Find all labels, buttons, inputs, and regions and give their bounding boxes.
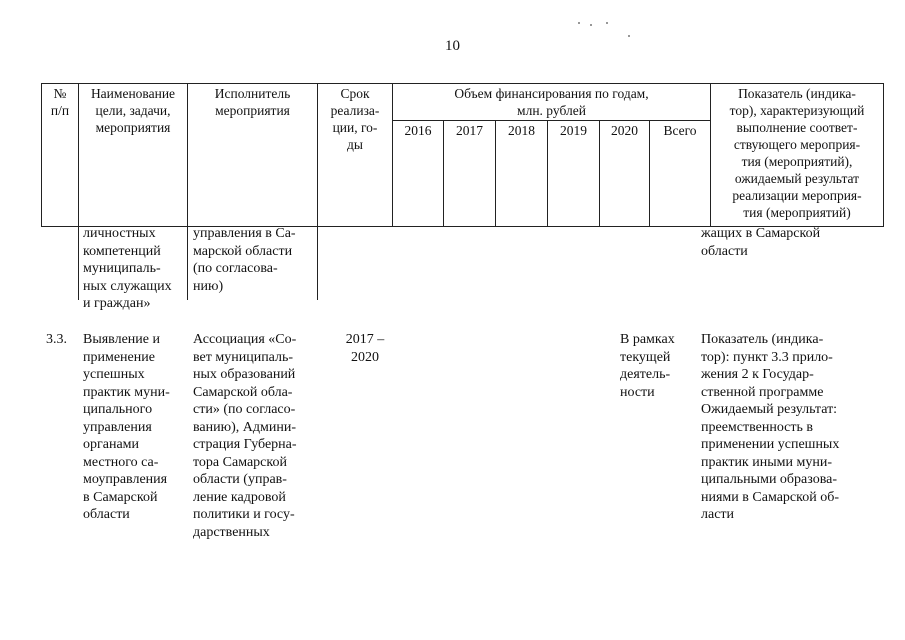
col-year-2020: 2020: [600, 121, 650, 227]
column-divider: [187, 224, 188, 300]
continued-indicator-cell: жащих в Самарской области: [701, 226, 821, 259]
col-term-header: Срок реализа- ции, го- ды: [318, 84, 393, 227]
row-name-cell: Выявление и применение успешных практик муни- ципального управления органами местного са- моуправления в Самарской области: [83, 332, 170, 522]
scan-artifact: [628, 35, 630, 37]
scan-artifact: [606, 22, 608, 24]
col-year-2019: 2019: [548, 121, 600, 227]
row-term-cell: 2017 – 2020: [345, 332, 385, 365]
col-total: Всего: [650, 121, 711, 227]
row-executor-cell: Ассоциация «Со- вет муниципаль- ных образований Самарской обла- сти» (по согласо- ванию), Админи- страция Губерна- тора Самарской области (управ- ление кадровой политики и госу- дарственных: [193, 332, 297, 540]
column-divider: [317, 224, 318, 300]
scan-artifact: [590, 24, 592, 26]
scan-artifact: [578, 22, 580, 24]
page-number: 10: [445, 38, 460, 54]
col-year-2017: 2017: [444, 121, 496, 227]
row-number: 3.3.: [46, 332, 67, 347]
col-name-header: Наименование цели, задачи, мероприятия: [79, 84, 188, 227]
row-indicator-cell: Показатель (индика- тор): пункт 3.3 прило- жения 2 к Государ- ственной программе Ожидаемый результат: преемственность в применении успешных практик иными муни- ципальными образова- ниями в Самарской об- ласти: [701, 332, 840, 522]
col-funding-header: Объем финансирования по годам, млн. рублей: [393, 84, 711, 121]
column-divider: [78, 224, 79, 300]
col-year-2016: 2016: [393, 121, 444, 227]
col-indicator-header: Показатель (индика- тор), характеризующий выполнение соответ- ствующего мероприя- тия (мероприятий), ожидаемый результат реализации мероприя- тия (мероприятий): [711, 84, 884, 227]
row-total-cell: В рамках текущей деятель- ности: [620, 332, 675, 400]
continued-name-cell: личностных компетенций муниципаль- ных служащих и граждан»: [83, 226, 172, 311]
continued-executor-cell: управления в Са- марской области (по согласова- нию): [193, 226, 296, 294]
col-executor-header: Исполнитель мероприятия: [188, 84, 318, 227]
col-year-2018: 2018: [496, 121, 548, 227]
table-header: [41, 83, 884, 227]
col-num-header: № п/п: [42, 84, 79, 227]
